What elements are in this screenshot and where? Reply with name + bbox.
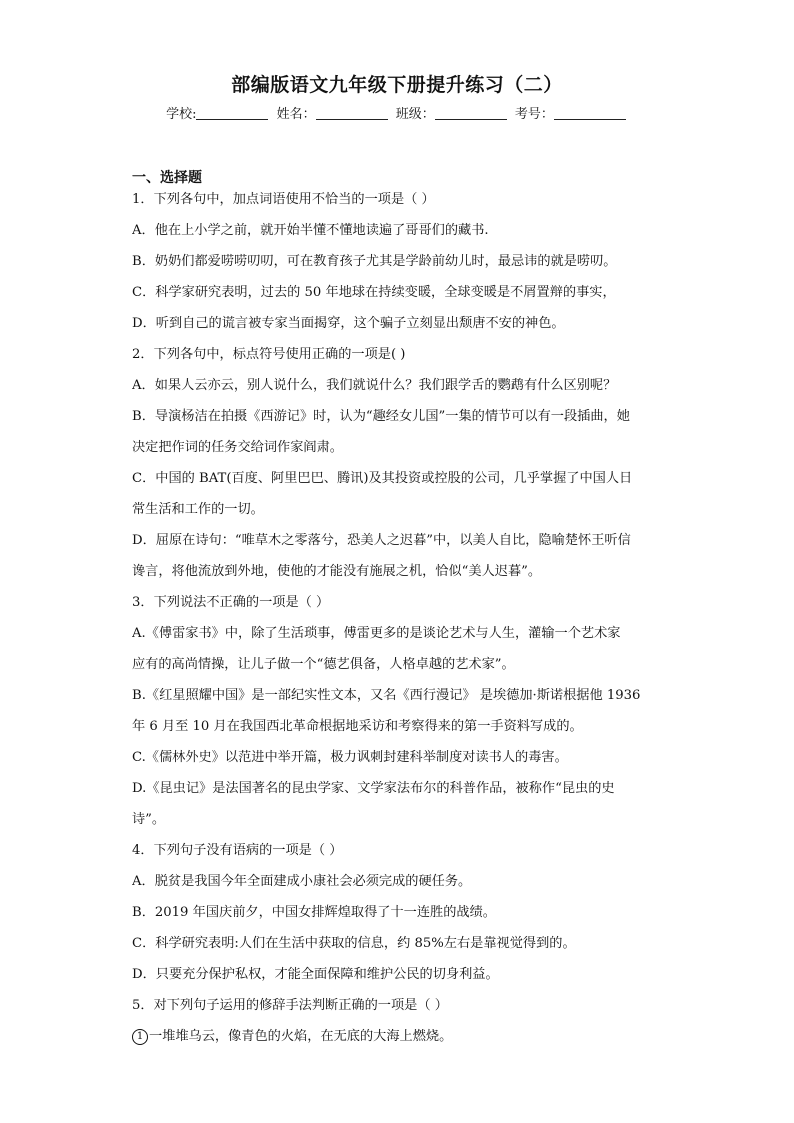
text-line: C．科学研究表明:人们在生活中获取的信息，约 85%左右是靠视觉得到的。 — [132, 936, 576, 951]
text-line: 2．下列各句中，标点符号使用正确的一项是( ) — [132, 347, 406, 362]
school-field: 学校: — [166, 103, 270, 122]
text-line: D.《昆虫记》是法国著名的昆虫学家、文学家法布尔的科普作品，被称作“昆虫的史 — [132, 781, 615, 796]
text-line: 常生活和工作的一切。 — [132, 502, 264, 517]
text-line: 年 6 月至 10 月在我国西北革命根据地采访和考察得来的第一手资料写成的。 — [132, 719, 583, 734]
text-line: C．中国的 BAT(百度、阿里巴巴、腾讯)及其投资或控股的公司，几乎掌握了中国人日 — [132, 471, 633, 486]
text-line: 诗”。 — [132, 812, 166, 827]
circled-number-marker: 1 — [132, 1029, 148, 1045]
text-line: 决定把作词的任务交给词作家阎肃。 — [132, 440, 343, 455]
text-line: D．只要充分保护私权，才能全面保障和维护公民的切身利益。 — [132, 967, 499, 982]
text-line: C．科学家研究表明，过去的 50 年地球在持续变暖，全球变暖是不屑置辩的事实， — [132, 285, 616, 300]
text-line-last — [132, 1026, 667, 1057]
page-title: 部编版语文九年级下册提升练习（二） — [231, 74, 563, 96]
text-line: 谗言，将他流放到外地，使他的才能没有施展之机，恰似“美人迟暮”。 — [132, 564, 542, 579]
text-line: D．听到自己的谎言被专家当面揭穿，这个骗子立刻显出颓唐不安的神色。 — [132, 316, 565, 331]
text-line: B．2019 年国庆前夕，中国女排辉煌取得了十一连胜的战绩。 — [132, 905, 496, 920]
text-line: 1．下列各句中，加点词语使用不恰当的一项是（ ） — [132, 192, 435, 207]
question-content — [132, 189, 667, 1057]
text-line: C.《儒林外史》以范进中举开篇，极力讽刺封建科举制度对读书人的毒害。 — [132, 750, 568, 765]
text-line: D．屈原在诗句：“唯草木之零落兮，恐美人之迟暮”中，以美人自比，隐喻楚怀王听信 — [132, 533, 631, 548]
text-line: A．脱贫是我国今年全面建成小康社会必须完成的硬任务。 — [132, 874, 472, 889]
school-blank[interactable] — [196, 105, 268, 120]
class-blank[interactable] — [435, 105, 507, 120]
sentence-text: 一堆堆乌云，像青色的火焰，在无底的大海上燃烧。 — [149, 1029, 453, 1044]
class-field: 班级： — [396, 103, 509, 122]
exam-number-blank[interactable] — [554, 105, 626, 120]
text-line: A．如果人云亦云，别人说什么，我们就说什么？我们跟学舌的鹦鹉有什么区别呢？ — [132, 378, 617, 393]
section-title: 一、选择题 — [132, 170, 202, 186]
name-field: 姓名： — [277, 103, 390, 122]
text-line: 3．下列说法不正确的一项是（ ） — [132, 595, 330, 610]
student-info-row — [0, 103, 794, 122]
text-line: B．导演杨洁在拍摄《西游记》时，认为“趣经女儿国”一集的情节可以有一段插曲，她 — [132, 409, 630, 424]
name-blank[interactable] — [316, 105, 388, 120]
text-line: A.《傅雷家书》中，除了生活琐事，傅雷更多的是谈论艺术与人生，灌输一个艺术家 — [132, 626, 621, 641]
text-line: B．奶奶们都爱唠唠叨叨，可在教育孩子尤其是学龄前幼儿时，最忌讳的就是唠叨。 — [132, 254, 617, 269]
text-line: 5．对下列句子运用的修辞手法判断正确的一项是（ ） — [132, 998, 448, 1013]
text-line: B.《红星照耀中国》是一部纪实性文本，又名《西行漫记》 是埃德加·斯诺根据他 1936 — [132, 688, 641, 703]
text-line: 应有的高尚情操，让儿子做一个“德艺俱备，人格卓越的艺术家”。 — [132, 657, 515, 672]
exam-number-field: 考号： — [515, 103, 628, 122]
text-line: 4．下列句子没有语病的一项是（ ） — [132, 843, 343, 858]
text-line: A．他在上小学之前，就开始半懂不懂地读遍了哥哥们的藏书. — [132, 223, 489, 238]
